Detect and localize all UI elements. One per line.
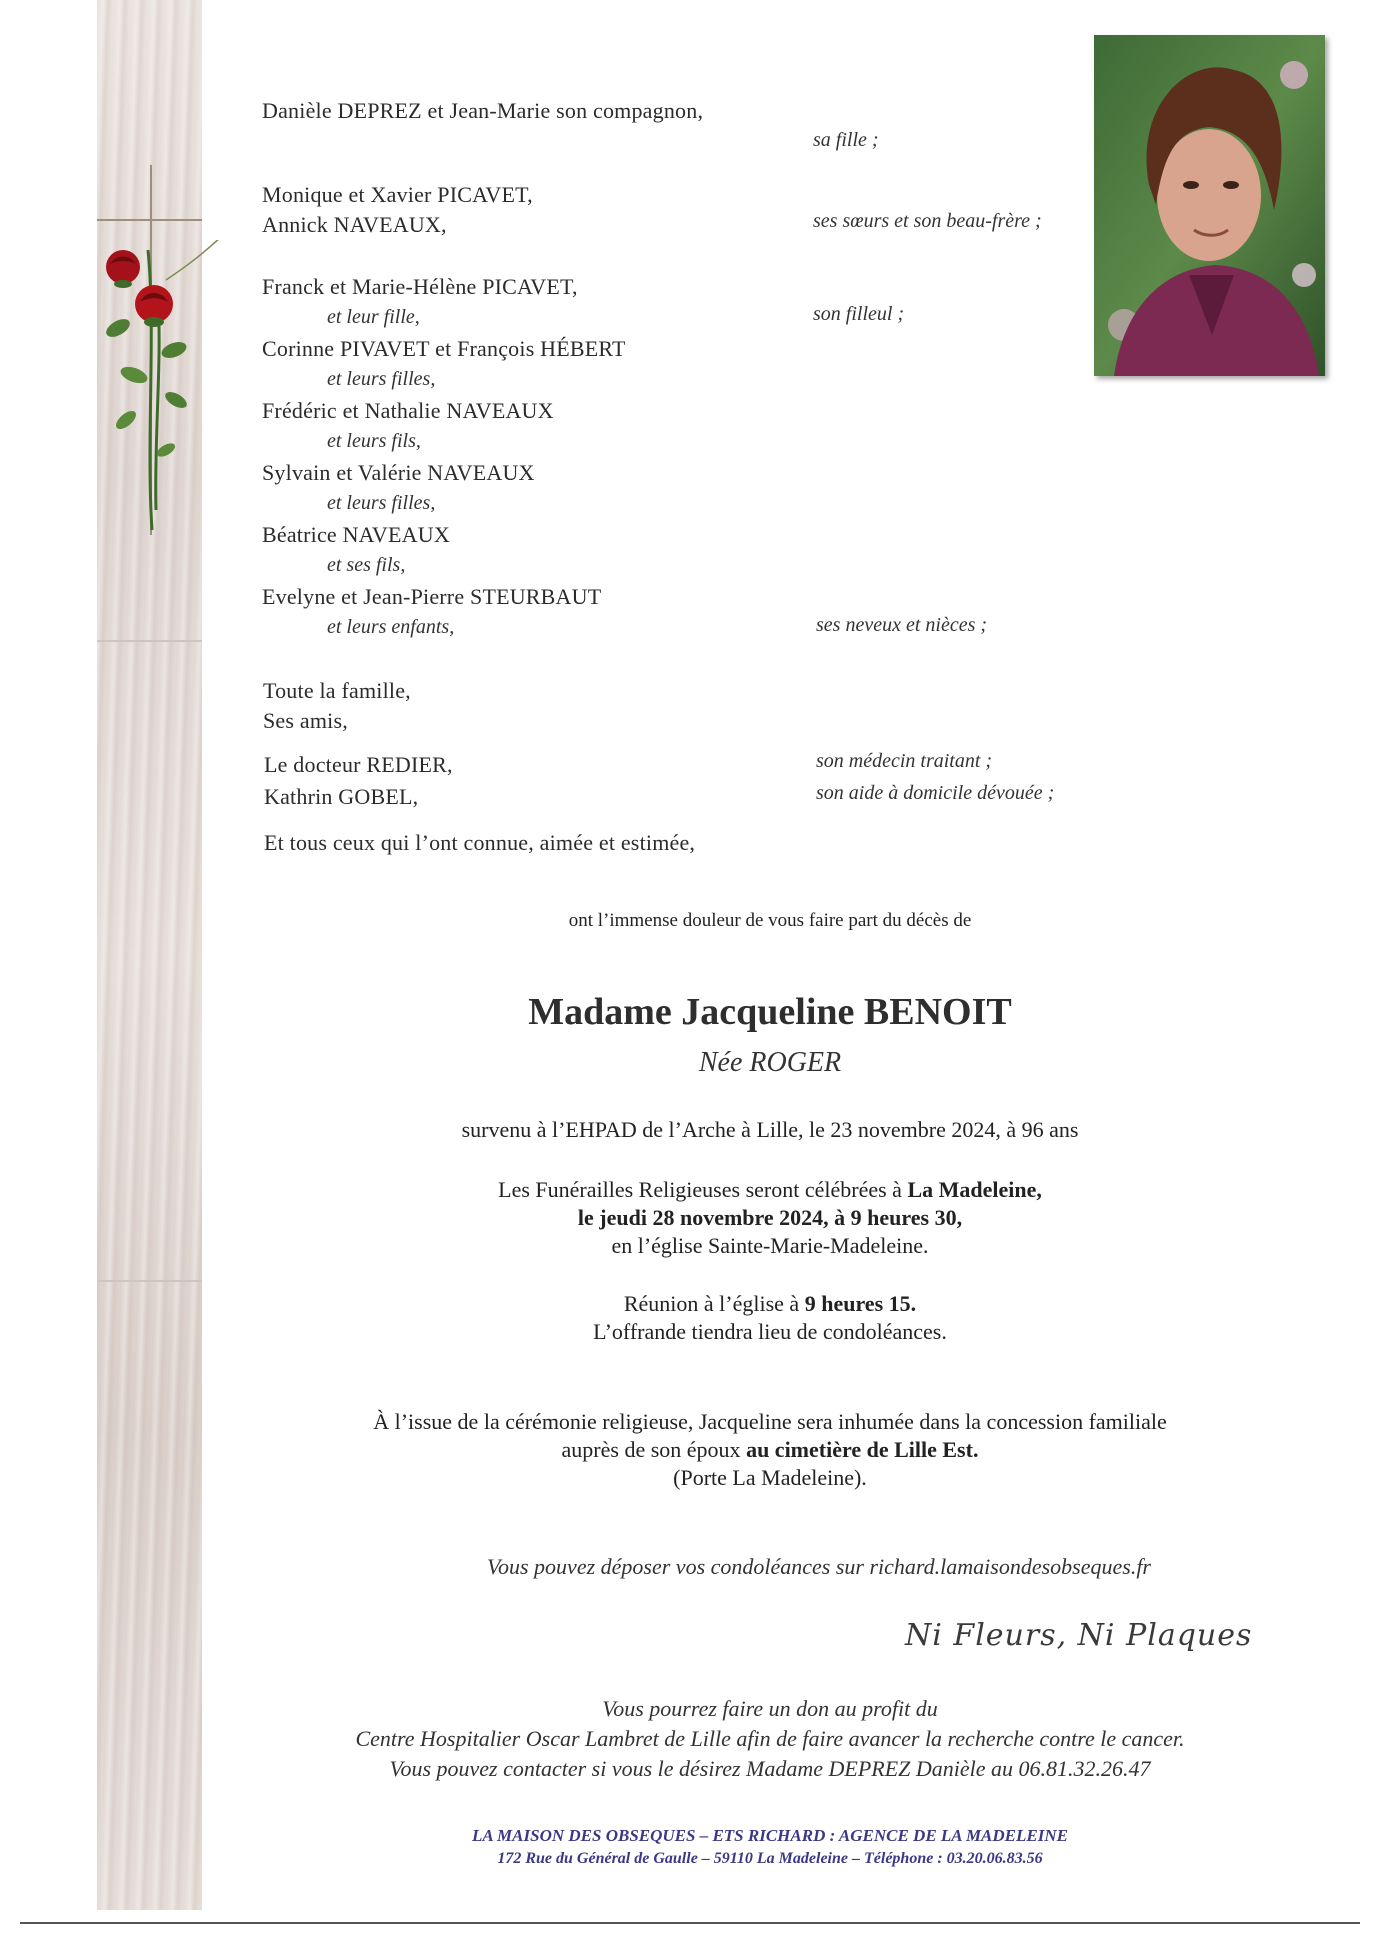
strip-seam — [97, 1280, 202, 1282]
nephew-name: Sylvain et Valérie NAVEAUX — [262, 460, 535, 485]
family-all: Toute la famille, — [263, 678, 411, 703]
all-others: Et tous ceux qui l’ont connue, aimée et estimée, — [264, 830, 696, 855]
maiden-name: Née ROGER — [698, 1047, 842, 1078]
godson-name: Franck et Marie-Hélène PICAVET, — [262, 274, 578, 299]
nephew-name: Béatrice NAVEAUX — [262, 522, 450, 547]
burial-line-3: (Porte La Madeleine). — [673, 1465, 867, 1490]
nephew-sub: et leurs filles, — [327, 368, 436, 390]
daughter-relation: sa fille ; — [813, 129, 879, 151]
nephew-sub: et leurs fils, — [327, 430, 421, 452]
meeting-time: 9 heures 15. — [804, 1291, 917, 1316]
doctor-relation: son médecin traitant ; — [816, 750, 993, 772]
nephew-sub: et leurs enfants, — [327, 616, 455, 638]
sibling-name: Annick NAVEAUX, — [262, 212, 447, 237]
deceased-name: Madame Jacqueline BENOIT — [528, 991, 1012, 1033]
nephew-name: Evelyne et Jean-Pierre STEURBAUT — [262, 584, 602, 609]
footer-address: 172 Rue du Général de Gaulle – 59110 La Madeleine – Téléphone : 03.20.06.83.56 — [497, 1850, 1043, 1867]
donation-line-2: Centre Hospitalier Oscar Lambret de Lille afin de faire avancer la recherche contre le cancer. — [355, 1726, 1185, 1751]
sibling-name: Monique et Xavier PICAVET, — [262, 182, 533, 207]
funeral-church: en l’église Sainte-Marie-Madeleine. — [611, 1233, 929, 1258]
godson-sub: et leur fille, — [327, 306, 420, 328]
helper-relation: son aide à domicile dévouée ; — [816, 782, 1055, 804]
meeting-text: Réunion à l’église à — [623, 1291, 805, 1316]
nephew-sub: et leurs filles, — [327, 492, 436, 514]
burial-line-2 — [270, 1436, 1270, 1464]
condolences-link[interactable]: Vous pouvez déposer vos condoléances sur richard.lamaisondesobseques.fr — [487, 1554, 1151, 1579]
helper-name: Kathrin GOBEL, — [264, 784, 419, 809]
bottom-rule — [20, 1922, 1360, 1924]
deceased-photo — [1094, 35, 1325, 376]
no-flowers: Ni Fleurs, Ni Plaques — [905, 1618, 1253, 1653]
friends: Ses amis, — [263, 708, 348, 733]
meeting-line — [270, 1290, 1270, 1318]
burial-place: au cimetière de Lille Est. — [746, 1437, 979, 1462]
nephews-relation: ses neveux et nièces ; — [816, 614, 988, 636]
offering: L’offrande tiendra lieu de condoléances. — [593, 1319, 947, 1344]
announcement-intro: ont l’immense douleur de vous faire part du décès de — [568, 910, 972, 931]
strip-seam — [97, 640, 202, 642]
daughter-name: Danièle DEPREZ et Jean-Marie son compagnon, — [262, 98, 704, 123]
burial-text: auprès de son époux — [561, 1437, 747, 1462]
siblings-relation: ses sœurs et son beau-frère ; — [813, 210, 1042, 232]
nephew-name: Frédéric et Nathalie NAVEAUX — [262, 398, 554, 423]
burial-line-1: À l’issue de la cérémonie religieuse, Jacqueline sera inhumée dans la concession familiale — [373, 1409, 1167, 1434]
funeral-line-1 — [270, 1176, 1270, 1204]
cross-bar — [97, 219, 202, 221]
doctor-name: Le docteur REDIER, — [264, 752, 453, 777]
donation-line-3: Vous pouvez contacter si vous le désirez Madame DEPREZ Danièle au 06.81.32.26.47 — [389, 1756, 1151, 1781]
death-info: survenu à l’EHPAD de l’Arche à Lille, le 23 novembre 2024, à 96 ans — [461, 1117, 1079, 1142]
funeral-place: La Madeleine, — [907, 1177, 1042, 1202]
godson-relation: son filleul ; — [813, 303, 905, 325]
donation-line-1: Vous pourrez faire un don au profit du — [602, 1696, 938, 1721]
funeral-text: Les Funérailles Religieuses seront célébrées à — [498, 1177, 908, 1202]
roses-icon — [96, 240, 226, 540]
funeral-date: le jeudi 28 novembre 2024, à 9 heures 30, — [577, 1205, 963, 1230]
footer-agency: LA MAISON DES OBSEQUES – ETS RICHARD : AGENCE DE LA MADELEINE — [472, 1826, 1068, 1845]
nephew-sub: et ses fils, — [327, 554, 406, 576]
nephew-name: Corinne PIVAVET et François HÉBERT — [262, 336, 626, 361]
